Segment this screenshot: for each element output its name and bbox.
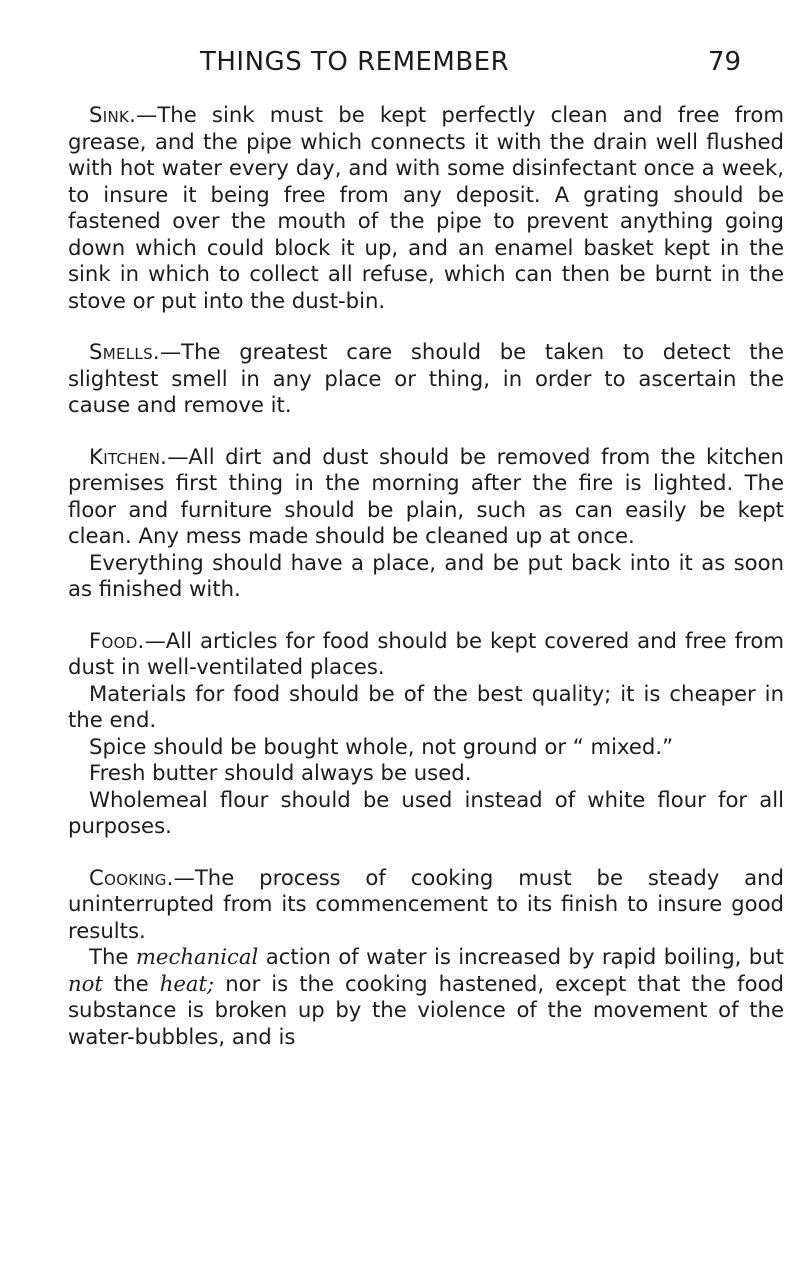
paragraph: Everything should have a place, and be put back into it as soon as finished with. — [68, 549, 784, 601]
page-number: 79 — [708, 47, 742, 77]
paragraph — [68, 102, 784, 314]
text-run: the — [102, 970, 160, 996]
paragraph-text: —The process of cooking must be steady and uninterrupted from its commencement to its finish to insure good results. — [68, 864, 784, 943]
section-kitchen — [68, 444, 784, 603]
section-heading: Sink. — [89, 102, 137, 127]
section-cooking — [68, 865, 784, 1051]
paragraph: Fresh butter should always be used. — [89, 760, 472, 785]
section-heading: Kitchen. — [89, 443, 168, 469]
page-body — [68, 102, 784, 1075]
section-heading: Food. — [89, 627, 145, 653]
paragraph: Wholemeal flour should be used instead of white flour for all purposes. — [68, 786, 784, 838]
paragraph — [68, 628, 784, 681]
italic-text: not — [68, 970, 103, 996]
paragraph — [68, 944, 784, 1050]
paragraph — [68, 865, 784, 945]
section-smells — [68, 339, 784, 419]
paragraph-text: —All articles for food should be kept covered and free from dust in well-ventilated places. — [68, 627, 784, 679]
italic-text: heat; — [159, 970, 215, 996]
section-heading: Smells. — [89, 339, 160, 364]
running-head — [0, 46, 800, 86]
section-food — [68, 628, 784, 840]
text-run: action of water is increased by rapid boiling, but — [258, 944, 784, 969]
paragraph-text: —The greatest care should be taken to detect the slightest smell in any place or thing, in order to ascertain the cause and remove it. — [68, 339, 784, 417]
italic-text: mechanical — [135, 944, 259, 969]
paragraph — [68, 339, 784, 419]
text-run: nor is the cooking hastened, except that the food substance is broken up by the violence of the movement of the water-bubbles, and is — [68, 970, 784, 1049]
paragraph: Spice should be bought whole, not ground or “ mixed.” — [89, 733, 674, 759]
paragraph — [68, 444, 784, 550]
running-title: THINGS TO REMEMBER — [200, 47, 510, 77]
section-sink — [68, 102, 784, 314]
text-run: The — [89, 944, 136, 969]
paragraph-text: —All dirt and dust should be removed from the kitchen premises first thing in the morning after the fire is lighted. The floor and furniture should be plain, such as can easily be kept clean. Any mess made should be cleaned up at once. — [68, 443, 784, 548]
paragraph: Materials for food should be of the best quality; it is cheaper in the end. — [68, 680, 784, 732]
paragraph-text: —The sink must be kept perfectly clean and free from grease, and the pipe which connects it with the drain well flushed with hot water every day, and with some disinfectant once a week, to insure it being free from any deposit. A grating should be fastened over the mouth of the pipe to prevent anything going down which could block it up, and an enamel basket kept in the sink in which to collect all refuse, which can then be burnt in the stove or put into the dust-bin. — [68, 102, 784, 313]
section-heading: Cooking. — [89, 864, 174, 890]
